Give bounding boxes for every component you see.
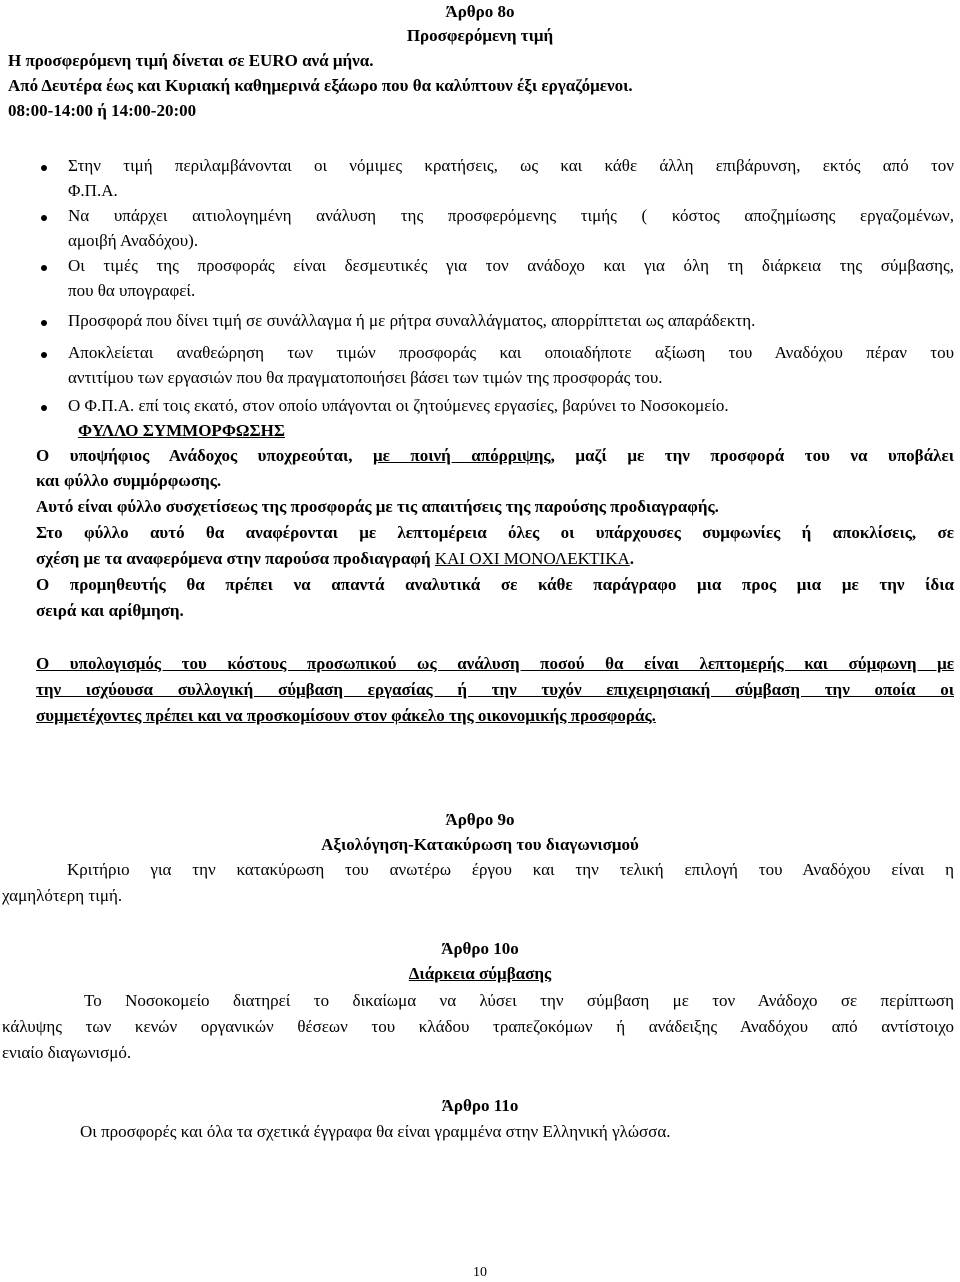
compliance-p1-line1: Ο υποψήφιος Ανάδοχος υποχρεούται, με ποινή απόρριψης, μαζί με την προσφορά του να υποβάλει: [36, 446, 955, 465]
article11-text: Οι προσφορές και όλα τα σχετικά έγγραφα θα είναι γραμμένα στην Ελληνική γλώσσα.: [80, 1122, 671, 1141]
article8-title: Άρθρο 8ο: [445, 2, 515, 21]
article11-title: Άρθρο 11ο: [441, 1096, 519, 1115]
bullet3-line2: που θα υπογραφεί.: [68, 281, 196, 300]
article8-line1: Η προσφερόμενη τιμή δίνεται σε EURO ανά μήνα.: [8, 51, 374, 70]
article8-subtitle: Προσφερόμενη τιμή: [406, 26, 554, 45]
article9-title: Άρθρο 9ο: [445, 810, 515, 829]
bullet2-line1: Να υπάρχει αιτιολογημένη ανάλυση της προσφερόμενης τιμής ( κόστος αποζημίωσης εργαζομένων,: [68, 206, 954, 225]
bullet5-line2: αντιτίμου των εργασιών που θα πραγματοποιήσει βάσει των τιμών της προσφοράς του.: [68, 368, 663, 387]
article8-line3: 08:00-14:00 ή 14:00-20:00: [8, 101, 197, 120]
cost-line1: Ο υπολογισμός του κόστους προσωπικού ως ανάλυση ποσού θα είναι λεπτομερής και σύμφωνη με: [36, 654, 954, 673]
bullet-icon: [41, 352, 47, 358]
article10-text-line3: ενιαίο διαγωνισμό.: [2, 1043, 132, 1062]
compliance-p4-line1: Ο προμηθευτής θα πρέπει να απαντά αναλυτικά σε κάθε παράγραφο μια προς μια με την ίδια: [36, 575, 954, 594]
compliance-p4-line2: σειρά και αρίθμηση.: [36, 601, 184, 620]
bullet-icon: [41, 215, 47, 221]
bullet-icon: [41, 320, 47, 326]
page-number: 10: [473, 1265, 487, 1280]
cost-line3: συμμετέχοντες πρέπει και να προσκομίσουν στον φάκελο της οικονομικής προσφοράς.: [36, 706, 656, 725]
article10-text-line2: κάλυψης των κενών οργανικών θέσεων του κλάδου τραπεζοκόμων ή ανάδειξης Αναδόχου από αντίστοιχο: [2, 1017, 954, 1036]
cost-line2: την ισχύουσα συλλογική σύμβαση εργασίας ή την τυχόν επιχειρησιακή σύμβαση την οποία οι: [36, 680, 954, 699]
article9-text-line1: Κριτήριο για την κατακύρωση του ανωτέρω έργου και την τελική επιλογή του Αναδόχου είναι η: [67, 860, 954, 879]
bullet-icon: [41, 405, 47, 411]
bullet-icon: [41, 165, 47, 171]
bullet5-line1: Αποκλείεται αναθεώρηση των τιμών προσφοράς και οποιαδήποτε αξίωση του Αναδόχου πέραν του: [68, 343, 954, 362]
bullet1-line2: Φ.Π.Α.: [68, 181, 118, 200]
bullet4-line1: Προσφορά που δίνει τιμή σε συνάλλαγμα ή με ρήτρα συναλλάγματος, απορρίπτεται ως απαράδεκτη.: [68, 311, 756, 330]
bullet6-line1: Ο Φ.Π.Α. επί τοις εκατό, στον οποίο υπάγονται οι ζητούμενες εργασίες, βαρύνει το Νοσοκομείο.: [68, 396, 729, 415]
compliance-p1-line2: και φύλλο συμμόρφωσης.: [36, 471, 222, 490]
bullet-icon: [41, 265, 47, 271]
compliance-p3-line2: σχέση με τα αναφερόμενα στην παρούσα προδιαγραφή ΚΑΙ ΟΧΙ ΜΟΝΟΛΕΚΤΙΚΑ.: [36, 549, 635, 568]
article9-text-line2: χαμηλότερη τιμή.: [2, 886, 123, 905]
bullet3-line1: Οι τιμές της προσφοράς είναι δεσμευτικές για τον ανάδοχο και για όλη τη διάρκεια της σύμβασης,: [68, 256, 954, 275]
bullet1-line1: Στην τιμή περιλαμβάνονται οι νόμιμες κρατήσεις, ως και κάθε άλλη επιβάρυνση, εκτός από τον: [68, 156, 954, 175]
article10-text-line1: Το Νοσοκομείο διατηρεί το δικαίωμα να λύσει την σύμβαση με τον Ανάδοχο σε περίπτωση: [84, 991, 954, 1010]
article8-line2: Από Δευτέρα έως και Κυριακή καθημερινά εξάωρο που θα καλύπτουν έξι εργαζόμενοι.: [8, 76, 633, 95]
article10-subtitle: Διάρκεια σύμβασης: [408, 964, 552, 983]
compliance-p2: Αυτό είναι φύλλο συσχετίσεως της προσφοράς με τις απαιτήσεις της παρούσης προδιαγραφής.: [36, 497, 719, 516]
article10-title: Άρθρο 10ο: [441, 939, 519, 958]
compliance-heading: ΦΥΛΛΟ ΣΥΜΜΟΡΦΩΣΗΣ: [78, 421, 285, 440]
compliance-p3-line1: Στο φύλλο αυτό θα αναφέρονται με λεπτομέρεια όλες οι υπάρχουσες συμφωνίες ή αποκλίσεις, σε: [36, 523, 954, 542]
article9-subtitle: Αξιολόγηση-Κατακύρωση του διαγωνισμού: [321, 835, 639, 854]
bullet2-line2: αμοιβή Αναδόχου).: [68, 231, 199, 250]
